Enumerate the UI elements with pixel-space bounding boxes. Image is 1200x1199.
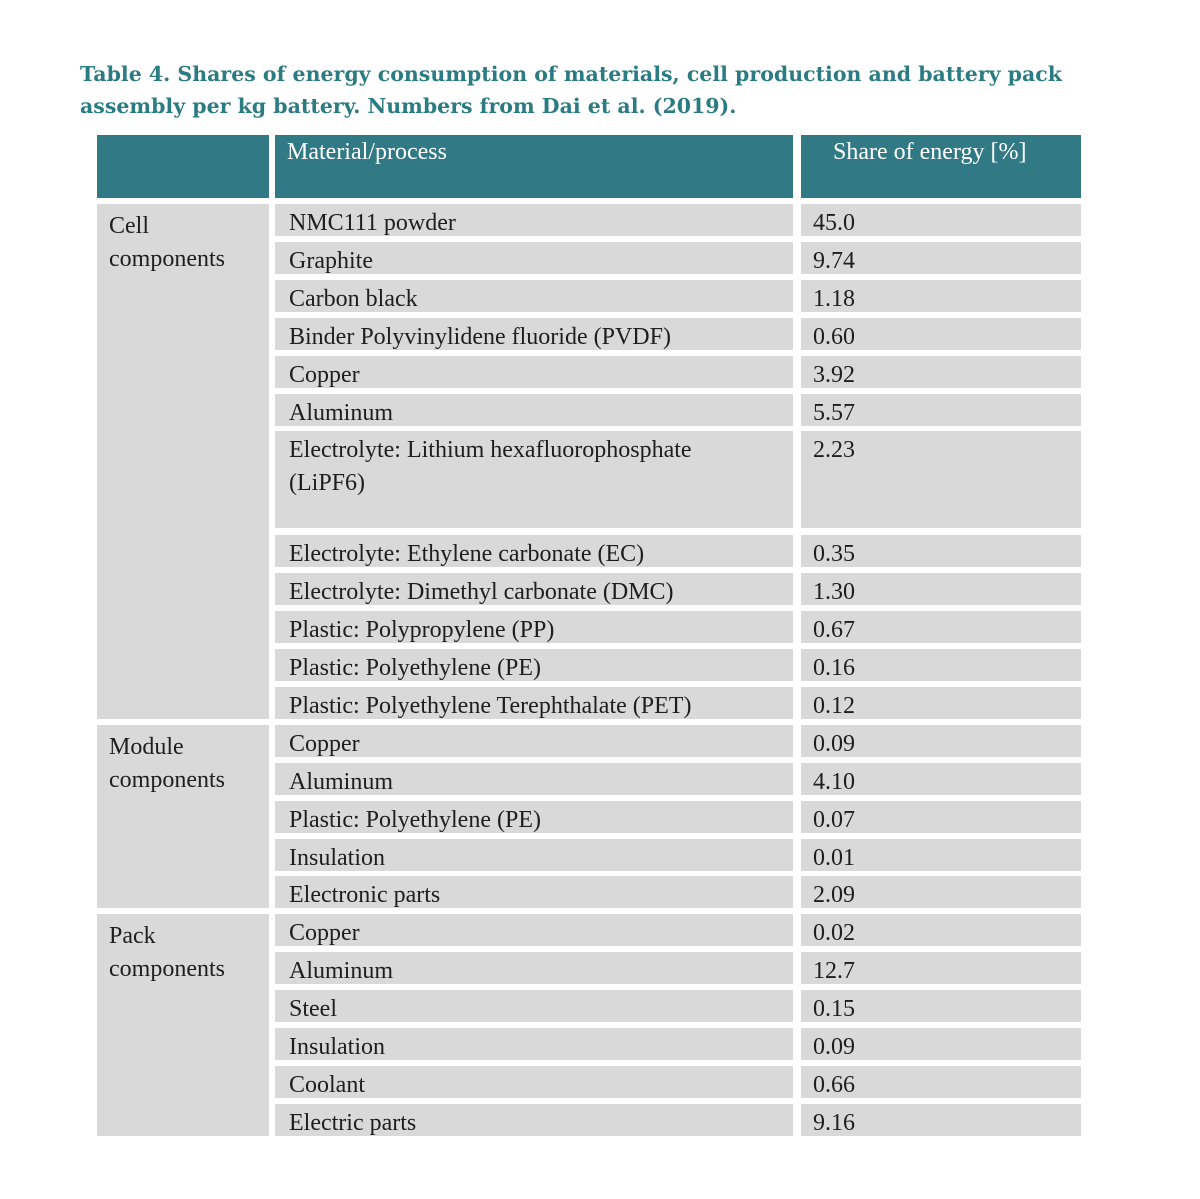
material-text: Graphite bbox=[289, 247, 373, 274]
header-cell-material bbox=[275, 135, 793, 198]
material-text: Plastic: Polyethylene Terephthalate (PET) bbox=[289, 692, 692, 719]
share-value-cell bbox=[801, 204, 1081, 236]
share-value-cell bbox=[801, 763, 1081, 795]
group-label-cell bbox=[97, 914, 269, 1136]
material-cell bbox=[275, 687, 793, 719]
share-value-cell bbox=[801, 914, 1081, 946]
material-text: Plastic: Polyethylene (PE) bbox=[289, 806, 541, 833]
header-cell-share bbox=[801, 135, 1081, 198]
share-value-cell bbox=[801, 573, 1081, 605]
share-value-cell bbox=[801, 952, 1081, 984]
material-cell bbox=[275, 990, 793, 1022]
material-cell bbox=[275, 280, 793, 312]
header-cell-group bbox=[97, 135, 269, 198]
share-value-text: 1.30 bbox=[813, 579, 855, 606]
material-cell bbox=[275, 725, 793, 757]
share-value-text: 9.74 bbox=[813, 247, 855, 274]
material-text: Copper bbox=[289, 730, 360, 757]
material-cell bbox=[275, 1028, 793, 1060]
share-value-text: 9.16 bbox=[813, 1109, 855, 1136]
material-text: Electrolyte: Lithium hexafluorophosphate bbox=[289, 437, 692, 464]
material-text: Plastic: Polyethylene (PE) bbox=[289, 655, 541, 681]
share-value-cell bbox=[801, 1104, 1081, 1136]
material-cell bbox=[275, 839, 793, 871]
material-text: Electrolyte: Ethylene carbonate (EC) bbox=[289, 541, 645, 568]
share-value-cell bbox=[801, 431, 1081, 528]
share-value-cell bbox=[801, 687, 1081, 719]
share-value-text: 0.15 bbox=[813, 996, 855, 1023]
material-cell bbox=[275, 1066, 793, 1098]
share-value-cell bbox=[801, 649, 1081, 681]
share-value-text: 2.23 bbox=[813, 437, 855, 464]
material-text: Binder Polyvinylidene fluoride (PVDF) bbox=[289, 323, 671, 350]
share-value-text: 3.92 bbox=[813, 361, 855, 388]
share-value-text: 0.07 bbox=[813, 806, 855, 833]
material-cell bbox=[275, 763, 793, 795]
share-value-text: 0.16 bbox=[813, 655, 855, 681]
material-cell bbox=[275, 649, 793, 681]
caption-line-2: assembly per kg battery. Numbers from Dai et al. (2019). bbox=[80, 94, 737, 118]
material-text: Electronic parts bbox=[289, 882, 441, 909]
share-value-text: 45.0 bbox=[813, 210, 855, 236]
material-text: Aluminum bbox=[289, 958, 394, 985]
material-cell bbox=[275, 356, 793, 388]
share-value-cell bbox=[801, 801, 1081, 833]
share-value-cell bbox=[801, 1066, 1081, 1098]
group-label-cell bbox=[97, 204, 269, 719]
share-value-text: 0.66 bbox=[813, 1071, 855, 1098]
share-value-cell bbox=[801, 242, 1081, 274]
share-value-cell bbox=[801, 1028, 1081, 1060]
share-value-cell bbox=[801, 990, 1081, 1022]
material-cell bbox=[275, 535, 793, 567]
group-label-cell bbox=[97, 725, 269, 909]
material-text: Aluminum bbox=[289, 768, 394, 795]
material-text: Aluminum bbox=[289, 399, 394, 426]
share-value-cell bbox=[801, 280, 1081, 312]
share-value-cell bbox=[801, 876, 1081, 908]
material-cell bbox=[275, 1104, 793, 1136]
share-value-text: 0.12 bbox=[813, 692, 855, 719]
share-value-text: 1.18 bbox=[813, 285, 855, 312]
material-cell bbox=[275, 876, 793, 908]
share-value-cell bbox=[801, 611, 1081, 643]
material-cell bbox=[275, 318, 793, 350]
material-cell bbox=[275, 952, 793, 984]
material-cell bbox=[275, 431, 793, 528]
material-cell bbox=[275, 573, 793, 605]
material-text: Insulation bbox=[289, 1034, 385, 1060]
material-text: Coolant bbox=[289, 1071, 365, 1098]
material-text: Electrolyte: Dimethyl carbonate (DMC) bbox=[289, 579, 674, 606]
table-caption bbox=[80, 58, 1080, 122]
share-value-text: 0.02 bbox=[813, 920, 855, 947]
share-value-text: 0.67 bbox=[813, 617, 855, 644]
share-value-cell bbox=[801, 394, 1081, 426]
share-value-text: 5.57 bbox=[813, 399, 855, 426]
header-material-label: Material/process bbox=[287, 139, 447, 165]
share-value-cell bbox=[801, 356, 1081, 388]
material-text: NMC111 powder bbox=[289, 210, 456, 236]
share-value-text: 0.01 bbox=[813, 844, 855, 871]
material-cell bbox=[275, 914, 793, 946]
material-text: Steel bbox=[289, 996, 337, 1023]
material-cell bbox=[275, 204, 793, 236]
material-text: Plastic: Polypropylene (PP) bbox=[289, 617, 555, 644]
material-cell bbox=[275, 242, 793, 274]
share-value-text: 0.60 bbox=[813, 323, 855, 350]
share-value-text: 0.35 bbox=[813, 541, 855, 568]
share-value-text: 2.09 bbox=[813, 882, 855, 909]
material-text: Insulation bbox=[289, 844, 385, 871]
material-text-line-2: (LiPF6) bbox=[289, 470, 366, 497]
caption-line-1: Table 4. Shares of energy consumption of materials, cell production and battery pack bbox=[80, 62, 1062, 86]
share-value-cell bbox=[801, 839, 1081, 871]
header-share-label: Share of energy [%] bbox=[833, 139, 1027, 165]
material-text: Copper bbox=[289, 920, 360, 947]
share-value-text: 0.09 bbox=[813, 1034, 855, 1060]
material-cell bbox=[275, 801, 793, 833]
share-value-cell bbox=[801, 535, 1081, 567]
material-text: Copper bbox=[289, 361, 360, 388]
group-label: Module components bbox=[109, 733, 225, 793]
material-cell bbox=[275, 394, 793, 426]
share-value-cell bbox=[801, 725, 1081, 757]
group-label: Pack components bbox=[109, 923, 225, 983]
group-label: Cell components bbox=[109, 213, 225, 272]
share-value-text: 4.10 bbox=[813, 768, 855, 795]
material-text: Electric parts bbox=[289, 1109, 417, 1136]
share-value-cell bbox=[801, 318, 1081, 350]
material-cell bbox=[275, 611, 793, 643]
share-value-text: 0.09 bbox=[813, 730, 855, 757]
material-text: Carbon black bbox=[289, 285, 418, 312]
share-value-text: 12.7 bbox=[813, 958, 855, 985]
